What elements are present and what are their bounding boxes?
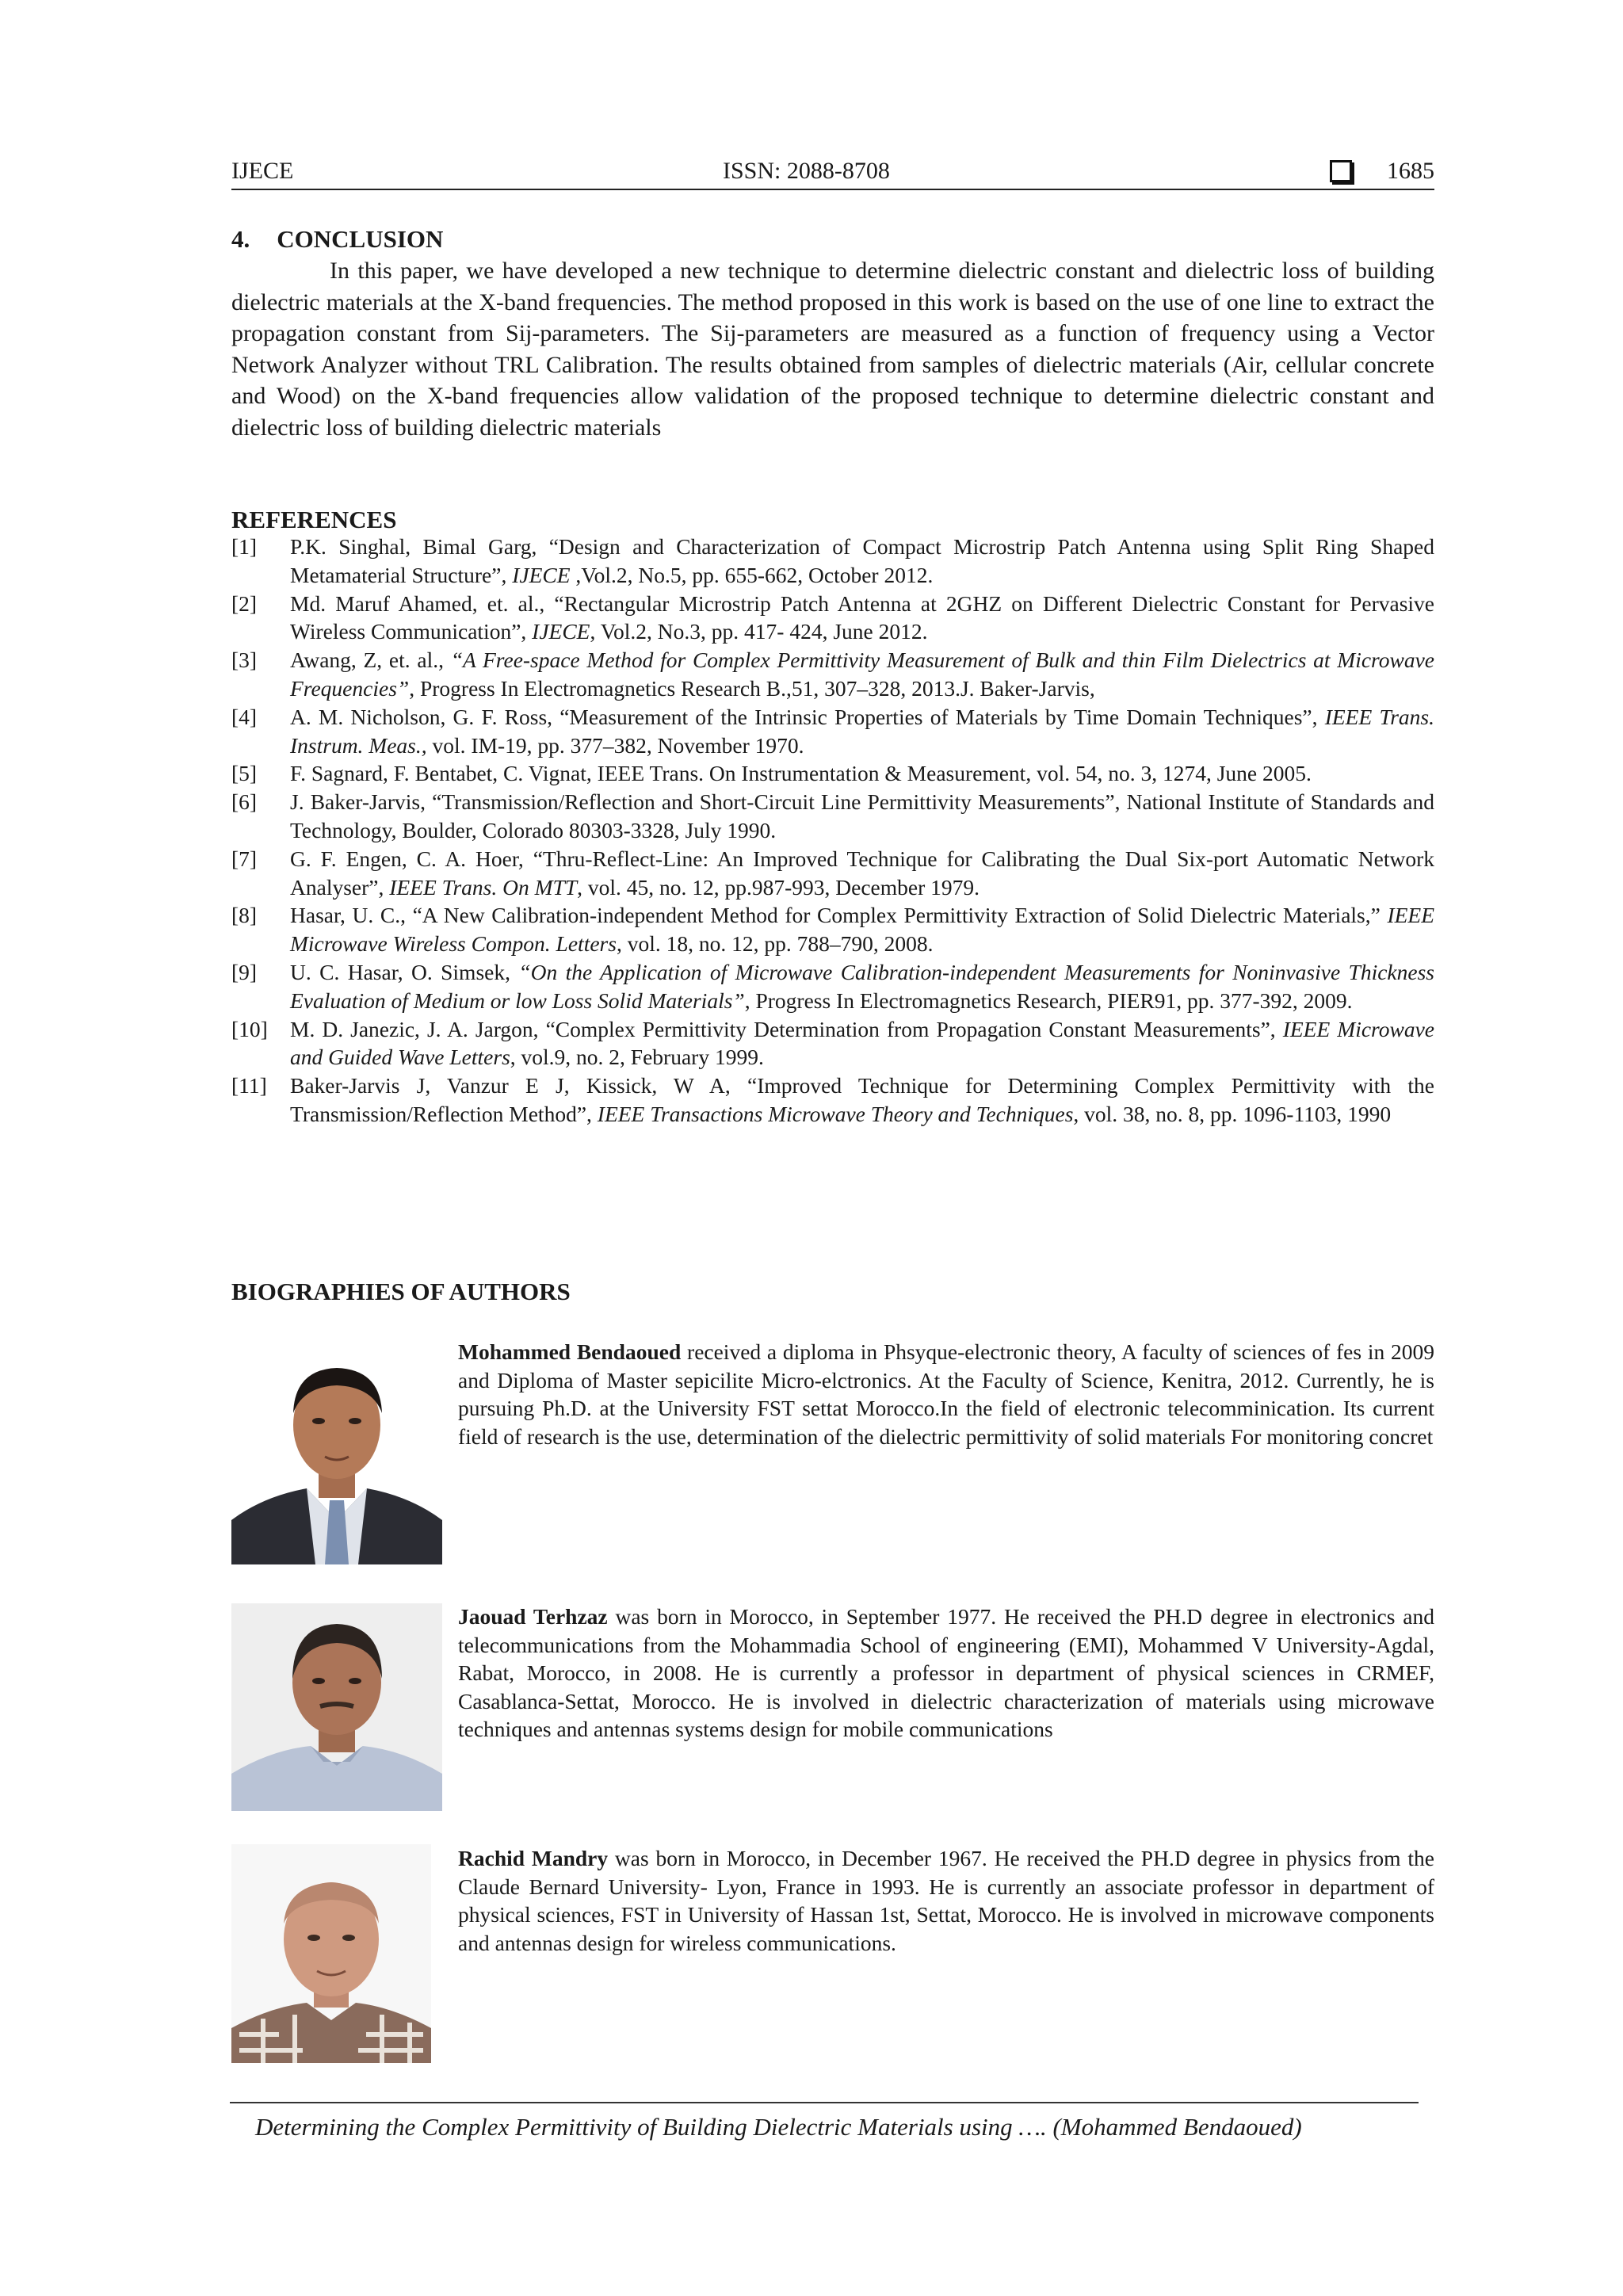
- reference-venue: IEEE Transactions Microwave Theory and Techniques: [597, 1101, 1074, 1126]
- conclusion-heading-text: CONCLUSION: [277, 225, 444, 253]
- reference-text: Hasar, U. C., “A New Calibration-independent Method for Complex Permittivity Extraction of Solid Dielectric Materials,”: [290, 903, 1388, 928]
- issn: ISSN: 2088-8708: [723, 158, 890, 184]
- reference-item: [231, 901, 1434, 958]
- conclusion-paragraph: [231, 255, 1434, 443]
- checkbox-square-icon: [1330, 160, 1352, 182]
- reference-details: ,Vol.2, No.5, pp. 655-662, October 2012.: [570, 562, 934, 587]
- reference-venue: IJECE: [532, 619, 590, 644]
- author-photo-mandry: [231, 1844, 431, 2063]
- conclusion-text: In this paper, we have developed a new technique to determine dielectric constant and dielectric loss of building dielectric materials at the X-band frequencies. The method proposed in this work is based on the use of one line to extract the propagation constant from Sij-parameters. The Sij-parameters are measured as a function of frequency using a Vector Network Analyzer without TRL Calibration. The results obtained from samples of dielectric materials (Air, cellular concrete and Wood) on the X-band frequencies allow validation of the proposed technique to determine dielectric constant and dielectric loss of building dielectric materials: [231, 258, 1434, 441]
- reference-text: G. F. Engen, C. A. Hoer, “Thru-Reflect-Line: An Improved Technique for Calibrating the Dual Six-port Automatic Network Analyser”,: [290, 846, 1434, 900]
- biographies-heading: BIOGRAPHIES OF AUTHORS: [231, 1278, 571, 1305]
- reference-details: , vol. 18, no. 12, pp. 788–790, 2008.: [616, 931, 934, 957]
- reference-venue: IEEE Microwave and Guided Wave Letters: [290, 1016, 1434, 1070]
- reference-details: , vol. 38, no. 8, pp. 1096-1103, 1990: [1073, 1101, 1392, 1126]
- reference-number: [6]: [231, 789, 258, 815]
- reference-number: [2]: [231, 590, 258, 616]
- conclusion-heading: [231, 223, 443, 255]
- reference-number: [9]: [231, 959, 258, 984]
- reference-details: , Progress In Electromagnetics Research B.,51, 307–328, 2013.J. Baker-Jarvis,: [409, 675, 1095, 701]
- reference-venue: IEEE Trans. Instrum. Meas.,: [290, 704, 1435, 758]
- reference-details: , vol.9, no. 2, February 1999.: [510, 1045, 764, 1070]
- reference-number: [8]: [231, 903, 258, 928]
- bio-text: was born in Morocco, in December 1967. He received the PH.D degree in physics from the Claude Bernard University- Lyon, France in 1993. He is currently an associate professor in department of physical sciences, FST in University of Hassan 1st, Settat, Morocco. He is involved in microwave components and antennas design for wireless communications.: [458, 1846, 1434, 1955]
- reference-list: [231, 533, 1434, 1129]
- running-header: [231, 154, 1434, 189]
- reference-item: [231, 646, 1434, 703]
- reference-venue: “A Free-space Method for Complex Permittivity Measurement of Bulk and thin Film Dielectrics at Microwave Frequencies”: [290, 648, 1434, 701]
- reference-item: [231, 1015, 1434, 1072]
- reference-venue: “On the Application of Microwave Calibration-independent Measurements for Noninvasive Thickness Evaluation of Medium or low Loss Solid Materials”: [290, 959, 1434, 1013]
- reference-number: [4]: [231, 704, 258, 729]
- bio-bendaoued: [458, 1338, 1434, 1450]
- header-rule: [231, 189, 1434, 190]
- reference-text: P.K. Singhal, Bimal Garg, “Design and Characterization of Compact Microstrip Patch Antenna using Split Ring Shaped Metamaterial Structure”,: [290, 534, 1434, 587]
- reference-venue: IJECE: [512, 562, 571, 587]
- reference-number: [3]: [231, 648, 258, 673]
- bio-name: Mohammed Bendaoued: [458, 1339, 682, 1364]
- reference-details: , vol. 45, no. 12, pp.987-993, December 1979.: [577, 874, 980, 900]
- author-photo-bendaoued: [231, 1338, 442, 1564]
- reference-number: [5]: [231, 761, 258, 786]
- reference-text: Md. Maruf Ahamed, et. al., “Rectangular Microstrip Patch Antenna at 2GHZ on Different Dielectric Constant for Pervasive Wireless Communication”,: [290, 590, 1434, 644]
- author-photo-terhzaz: [231, 1603, 442, 1811]
- reference-text: Baker-Jarvis J, Vanzur E J, Kissick, W A, “Improved Technique for Determining Complex Permittivity with the Transmission/Reflection Method”,: [290, 1073, 1434, 1126]
- reference-number: [10]: [231, 1016, 268, 1041]
- reference-item: [231, 759, 1434, 788]
- journal-name: IJECE: [231, 158, 294, 184]
- reference-item: [231, 703, 1434, 760]
- reference-details: , Vol.2, No.3, pp. 417- 424, June 2012.: [590, 619, 928, 644]
- bio-text: was born in Morocco, in September 1977. He received the PH.D degree in electronics and telecommunications from the Mohammadia School of engineering (EMI), Mohammed V University-Agdal, Rabat, Morocco, in 2008. He is currently a professor in department of physical sciences in CRMEF, Casablanca-Settat, Morocco. He is involved in dielectric characterization of materials using microwave techniques and antennas systems design for mobile communications: [458, 1604, 1434, 1742]
- bio-text: received a diploma in Phsyque-electronic theory, A faculty of sciences of fes in 2009 and Diploma of Master sepicilite Micro-elctronics. At the Faculty of Science, Kenitra, 2012. Currently, he is pursuing Ph.D. at the University FST settat Morocco.In the field of electronic telecomminication. Its current field of research is the use, determination of the dielectric permittivity of solid materials For monitoring concret: [458, 1339, 1434, 1449]
- reference-text: M. D. Janezic, J. A. Jargon, “Complex Permittivity Determination from Propagation Constant Measurements”,: [290, 1016, 1283, 1041]
- reference-number: [11]: [231, 1073, 267, 1098]
- reference-item: [231, 590, 1434, 647]
- footer-rule: [230, 2102, 1419, 2103]
- reference-text: U. C. Hasar, O. Simsek,: [290, 959, 519, 984]
- reference-venue: IEEE Trans. On MTT: [389, 874, 578, 900]
- running-footer: Determining the Complex Permittivity of Building Dielectric Materials using …. (Mohammed Bendaoued): [255, 2113, 1302, 2141]
- reference-text: Awang, Z, et. al.,: [290, 648, 451, 673]
- reference-item: [231, 1072, 1434, 1129]
- reference-item: [231, 845, 1434, 902]
- reference-details: vol. IM-19, pp. 377–382, November 1970.: [426, 732, 804, 758]
- conclusion-heading-number: 4.: [231, 225, 250, 253]
- references-heading: REFERENCES: [231, 506, 397, 533]
- page-number: 1685: [1387, 158, 1434, 184]
- reference-item: [231, 958, 1434, 1015]
- reference-text: A. M. Nicholson, G. F. Ross, “Measurement of the Intrinsic Properties of Materials by Time Domain Techniques”,: [290, 704, 1325, 729]
- reference-item: [231, 788, 1434, 845]
- bio-name: Jaouad Terhzaz: [458, 1604, 608, 1629]
- reference-number: [1]: [231, 534, 258, 559]
- reference-text: J. Baker-Jarvis, “Transmission/Reflection and Short-Circuit Line Permittivity Measurements”, National Institute of Standards and Technology, Boulder, Colorado 80303-3328, July 1990.: [290, 789, 1434, 842]
- bio-mandry: [458, 1844, 1434, 1957]
- reference-details: , Progress In Electromagnetics Research, PIER91, pp. 377-392, 2009.: [744, 988, 1353, 1013]
- bio-terhzaz: [458, 1603, 1434, 1744]
- reference-venue: IEEE Microwave Wireless Compon. Letters: [290, 903, 1434, 957]
- reference-item: [231, 533, 1434, 590]
- reference-number: [7]: [231, 846, 258, 871]
- bio-name: Rachid Mandry: [458, 1846, 609, 1870]
- reference-text: F. Sagnard, F. Bentabet, C. Vignat, IEEE Trans. On Instrumentation & Measurement, vol. 54, no. 3, 1274, June 2005.: [290, 761, 1312, 786]
